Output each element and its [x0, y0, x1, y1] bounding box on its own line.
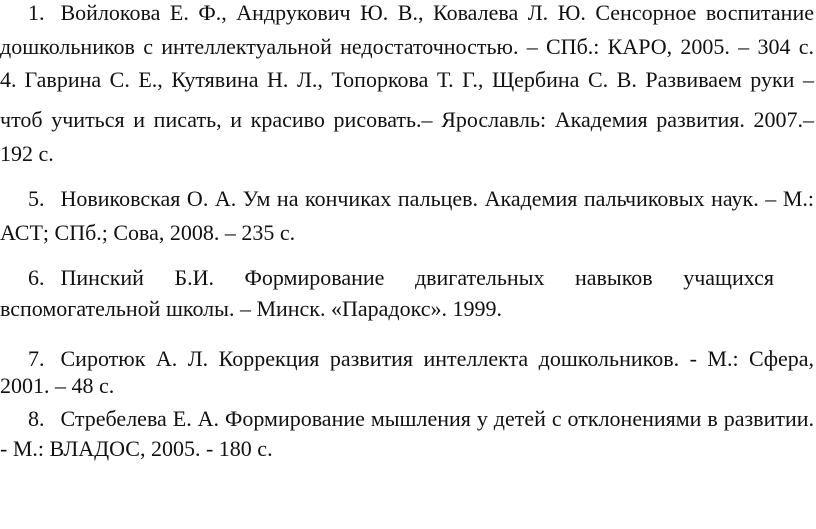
reference-text: Войлокова Е. Ф., Андрукович Ю. В., Ковалева Л. Ю. Сенсорное воспитание	[60, 0, 814, 25]
reference-text: Гаврина С. Е., Кутявина Н. Л., Топоркова Т. Г., Щербина С. В. Развиваем руки –	[24, 67, 814, 92]
reference-item-6-line-1	[28, 265, 774, 291]
reference-number: 5.	[28, 186, 45, 211]
reference-number: 8.	[28, 406, 45, 431]
reference-item-5-line-2	[0, 220, 816, 246]
reference-text: 192 с.	[0, 141, 54, 166]
reference-text: Сиротюк А. Л. Коррекция развития интеллекта дошкольников. - М.: Сфера,	[60, 346, 814, 371]
reference-item-6-line-2	[0, 296, 816, 322]
reference-item-4-line-1	[0, 67, 814, 93]
reference-text: вспомогательной школы. – Минск. «Парадокс». 1999.	[0, 296, 503, 321]
reference-text: - М.: ВЛАДОС, 2005. - 180 с.	[0, 436, 273, 461]
reference-item-7-line-2	[0, 373, 816, 399]
reference-text: чтоб учиться и писать, и красиво рисовать.– Ярославль: Академия развития. 2007.–	[0, 107, 814, 132]
reference-text: дошкольников с интеллектуальной недостаточностью. – СПб.: КАРО, 2005. – 304 с.	[0, 34, 814, 59]
reference-text: Новиковская О. А. Ум на кончиках пальцев. Академия пальчиковых наук. – М.:	[60, 186, 814, 211]
reference-item-4-line-2	[0, 107, 814, 133]
reference-number: 1.	[28, 0, 45, 25]
reference-number: 7.	[28, 346, 45, 371]
reference-number: 4.	[0, 67, 17, 92]
reference-item-1-line-1	[28, 0, 814, 26]
reference-text: Пинский Б.И. Формирование двигательных навыков учащихся	[60, 265, 774, 290]
reference-item-8-line-2	[0, 436, 816, 462]
reference-text: Стребелева Е. А. Формирование мышления у детей с отклонениями в развитии.	[60, 406, 814, 431]
reference-item-4-line-3	[0, 141, 816, 167]
reference-item-5-line-1	[28, 186, 814, 212]
reference-number: 6.	[28, 265, 45, 290]
reference-text: АСТ; СПб.; Сова, 2008. – 235 с.	[0, 220, 296, 245]
reference-item-1-line-2	[0, 34, 814, 60]
reference-item-7-line-1	[28, 346, 814, 372]
reference-text: 2001. – 48 с.	[0, 373, 115, 398]
reference-item-8-line-1	[28, 406, 814, 432]
